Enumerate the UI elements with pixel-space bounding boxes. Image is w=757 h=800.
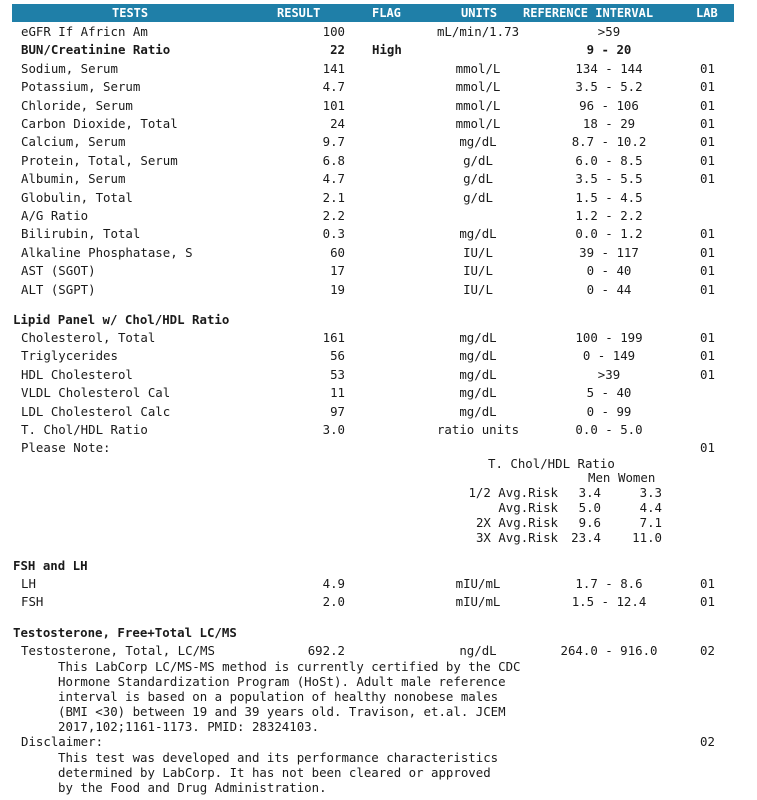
table-row <box>0 170 757 188</box>
test-reference-interval: >59 <box>597 24 621 39</box>
test-name: T. Chol/HDL Ratio <box>21 422 148 437</box>
test-result: 4.9 <box>322 576 345 591</box>
test-lab: 01 <box>700 97 715 113</box>
test-reference-interval: 8.7 - 10.2 <box>571 134 647 150</box>
test-name: Globulin, Total <box>21 189 133 205</box>
ratio-header-men: Men <box>588 470 611 485</box>
disclaimer-line: This test was developed and its performance characteristics <box>58 750 499 765</box>
table-row <box>0 347 757 365</box>
table-row <box>0 133 757 151</box>
test-name: LDL Cholesterol Calc <box>21 403 171 419</box>
table-row <box>0 115 757 133</box>
test-result: 2.2 <box>322 208 345 223</box>
test-name: Triglycerides <box>21 348 118 364</box>
ratio-women-value: 3.3 <box>639 485 662 500</box>
test-lab: 01 <box>700 366 715 382</box>
test-reference-interval: 1.5 - 4.5 <box>575 189 643 205</box>
table-row <box>0 366 757 384</box>
test-result: 161 <box>322 330 345 345</box>
test-units: ratio units <box>436 422 520 437</box>
test-name: eGFR If Africn Am <box>21 24 148 39</box>
test-result: 19 <box>330 281 345 297</box>
test-result: 4.7 <box>322 79 345 95</box>
test-name: FSH <box>21 594 44 610</box>
test-result: 2.0 <box>322 594 345 610</box>
test-lab: 01 <box>700 134 715 150</box>
disclaimer-line: determined by LabCorp. It has not been cleared or approved <box>58 765 491 780</box>
ratio-men-value: 23.4 <box>571 530 601 545</box>
section-title: Lipid Panel w/ Chol/HDL Ratio <box>13 312 230 327</box>
test-result: 2.1 <box>322 189 345 205</box>
disclaimer-label: Disclaimer: <box>21 734 104 749</box>
test-units: IU/L <box>463 244 493 260</box>
test-name: A/G Ratio <box>21 208 89 223</box>
comment-line: 2017,102;1161-1173. PMID: 28324103. <box>58 719 320 734</box>
section-title: FSH and LH <box>13 558 88 573</box>
test-units: ng/dL <box>459 643 497 658</box>
test-units: g/dL <box>463 171 493 187</box>
ratio-men-value: 5.0 <box>578 500 601 515</box>
test-reference-interval: 134 - 144 <box>575 60 643 76</box>
test-lab: 01 <box>700 171 715 187</box>
test-name: ALT (SGPT) <box>21 281 96 297</box>
test-reference-interval: >39 <box>597 366 621 382</box>
test-units: IU/L <box>463 281 493 297</box>
test-result: 22 <box>330 42 345 58</box>
ratio-men-value: 3.4 <box>578 485 601 500</box>
ratio-women-value: 4.4 <box>639 500 662 515</box>
test-reference-interval: 18 - 29 <box>582 116 636 131</box>
ratio-title: T. Chol/HDL Ratio <box>488 456 615 471</box>
test-lab: 01 <box>700 281 715 297</box>
test-reference-interval: 3.5 - 5.2 <box>575 79 643 95</box>
table-row <box>0 403 757 421</box>
test-name: LH <box>21 576 36 591</box>
test-name: Carbon Dioxide, Total <box>21 116 178 131</box>
table-row <box>0 384 757 402</box>
ratio-header-women: Women <box>618 470 656 485</box>
disclaimer-lab: 02 <box>700 734 715 749</box>
test-result: 24 <box>330 116 345 131</box>
results-table-header <box>12 4 734 22</box>
test-units: mg/dL <box>459 330 497 345</box>
test-result: 60 <box>330 244 345 260</box>
table-row <box>0 421 757 439</box>
test-result: 56 <box>330 348 345 364</box>
test-lab: 01 <box>700 152 715 168</box>
test-result: 53 <box>330 366 345 382</box>
test-reference-interval: 0 - 99 <box>586 403 632 419</box>
test-lab: 01 <box>700 576 715 591</box>
test-lab: 01 <box>700 330 715 345</box>
header-reference-interval: REFERENCE INTERVAL <box>523 6 654 20</box>
ratio-risk-label: 2X Avg.Risk <box>475 515 558 530</box>
test-reference-interval: 39 - 117 <box>579 244 639 260</box>
ratio-women-value: 11.0 <box>632 530 662 545</box>
test-result: 4.7 <box>322 171 345 187</box>
disclaimer-line: by the Food and Drug Administration. <box>58 780 327 795</box>
test-reference-interval: 1.2 - 2.2 <box>575 208 643 223</box>
comment-line: This LabCorp LC/MS-MS method is currently certified by the CDC <box>58 659 521 674</box>
test-units: g/dL <box>463 152 493 168</box>
test-lab: 01 <box>700 348 715 364</box>
test-units: mg/dL <box>459 385 497 401</box>
note-lab: 01 <box>700 440 715 455</box>
test-lab: 01 <box>700 116 715 131</box>
test-units: g/dL <box>463 189 493 205</box>
test-units: mIU/mL <box>455 576 501 591</box>
table-row <box>0 152 757 170</box>
ratio-risk-label: 3X Avg.Risk <box>475 530 558 545</box>
table-row <box>0 329 757 347</box>
test-result: 692.2 <box>307 643 345 658</box>
table-row <box>0 97 757 115</box>
table-row <box>0 23 757 41</box>
test-result: 100 <box>322 24 345 39</box>
test-reference-interval: 9 - 20 <box>586 42 632 58</box>
test-lab: 01 <box>700 60 715 76</box>
header-units: UNITS <box>461 6 498 20</box>
test-lab: 01 <box>700 79 715 95</box>
test-units: mg/dL <box>459 366 497 382</box>
test-reference-interval: 6.0 - 8.5 <box>575 152 643 168</box>
header-tests: TESTS <box>112 6 149 20</box>
section-title: Testosterone, Free+Total LC/MS <box>13 625 237 640</box>
test-units: mL/min/1.73 <box>436 24 520 39</box>
table-row <box>0 575 757 593</box>
test-reference-interval: 1.7 - 8.6 <box>575 576 643 591</box>
table-row <box>0 78 757 96</box>
test-result: 3.0 <box>322 422 345 437</box>
ratio-risk-label: Avg.Risk <box>498 500 558 515</box>
test-units: IU/L <box>463 263 493 279</box>
table-row <box>0 225 757 243</box>
test-lab: 01 <box>700 244 715 260</box>
test-reference-interval: 0 - 40 <box>586 263 632 279</box>
comment-line: interval is based on a population of healthy nonobese males <box>58 689 499 704</box>
test-name: Protein, Total, Serum <box>21 152 178 168</box>
test-units: mmol/L <box>455 116 501 131</box>
test-units: mIU/mL <box>455 594 501 610</box>
table-row <box>0 262 757 280</box>
test-result: 17 <box>330 263 345 279</box>
header-lab: LAB <box>696 6 718 20</box>
test-units: mg/dL <box>459 348 497 364</box>
test-units: mg/dL <box>459 403 497 419</box>
test-lab: 01 <box>700 226 715 242</box>
table-row <box>0 60 757 78</box>
test-name: Bilirubin, Total <box>21 226 141 242</box>
ratio-men-value: 9.6 <box>578 515 601 530</box>
test-name: AST (SGOT) <box>21 263 96 279</box>
test-name: Testosterone, Total, LC/MS <box>21 643 215 658</box>
test-result: 11 <box>330 385 345 401</box>
table-row <box>0 244 757 262</box>
comment-line: (BMI <30) between 19 and 39 years old. Travison, et.al. JCEM <box>58 704 506 719</box>
test-name: Sodium, Serum <box>21 60 118 76</box>
test-name: Calcium, Serum <box>21 134 126 150</box>
note-label: Please Note: <box>21 440 111 455</box>
test-result: 6.8 <box>322 152 345 168</box>
test-name: Alkaline Phosphatase, S <box>21 244 193 260</box>
header-result: RESULT <box>277 6 321 20</box>
test-units: mg/dL <box>459 226 497 242</box>
table-row <box>0 593 757 611</box>
test-reference-interval: 264.0 - 916.0 <box>560 643 658 658</box>
test-reference-interval: 100 - 199 <box>575 330 643 345</box>
table-row <box>0 41 757 59</box>
table-row <box>0 642 757 660</box>
test-units: mmol/L <box>455 97 501 113</box>
table-row <box>0 281 757 299</box>
ratio-risk-label: 1/2 Avg.Risk <box>468 485 558 500</box>
test-name: VLDL Cholesterol Cal <box>21 385 171 401</box>
test-reference-interval: 5 - 40 <box>586 385 632 401</box>
comment-line: Hormone Standardization Program (HoSt). Adult male reference <box>58 674 506 689</box>
test-reference-interval: 0.0 - 1.2 <box>575 226 643 242</box>
test-name: HDL Cholesterol <box>21 366 133 382</box>
table-row <box>0 207 757 225</box>
test-name: BUN/Creatinine Ratio <box>21 42 171 58</box>
test-reference-interval: 0 - 44 <box>586 281 632 297</box>
test-reference-interval: 1.5 - 12.4 <box>571 594 647 610</box>
test-result: 141 <box>322 60 345 76</box>
header-flag: FLAG <box>372 6 401 20</box>
test-result: 97 <box>330 403 345 419</box>
test-result: 9.7 <box>322 134 345 150</box>
test-units: mg/dL <box>459 134 497 150</box>
test-units: mmol/L <box>455 79 501 95</box>
ratio-women-value: 7.1 <box>639 515 662 530</box>
test-name: Cholesterol, Total <box>21 330 156 345</box>
test-name: Albumin, Serum <box>21 171 126 187</box>
test-reference-interval: 0.0 - 5.0 <box>575 422 643 437</box>
test-result: 101 <box>322 97 345 113</box>
test-lab: 01 <box>700 594 715 610</box>
test-units: mmol/L <box>455 60 501 76</box>
test-lab: 02 <box>700 643 715 658</box>
test-lab: 01 <box>700 263 715 279</box>
test-flag: High <box>372 42 402 58</box>
test-reference-interval: 0 - 149 <box>582 348 636 364</box>
test-reference-interval: 96 - 106 <box>579 97 639 113</box>
test-name: Potassium, Serum <box>21 79 141 95</box>
table-row <box>0 189 757 207</box>
test-result: 0.3 <box>322 226 345 242</box>
test-name: Chloride, Serum <box>21 97 133 113</box>
test-reference-interval: 3.5 - 5.5 <box>575 171 643 187</box>
